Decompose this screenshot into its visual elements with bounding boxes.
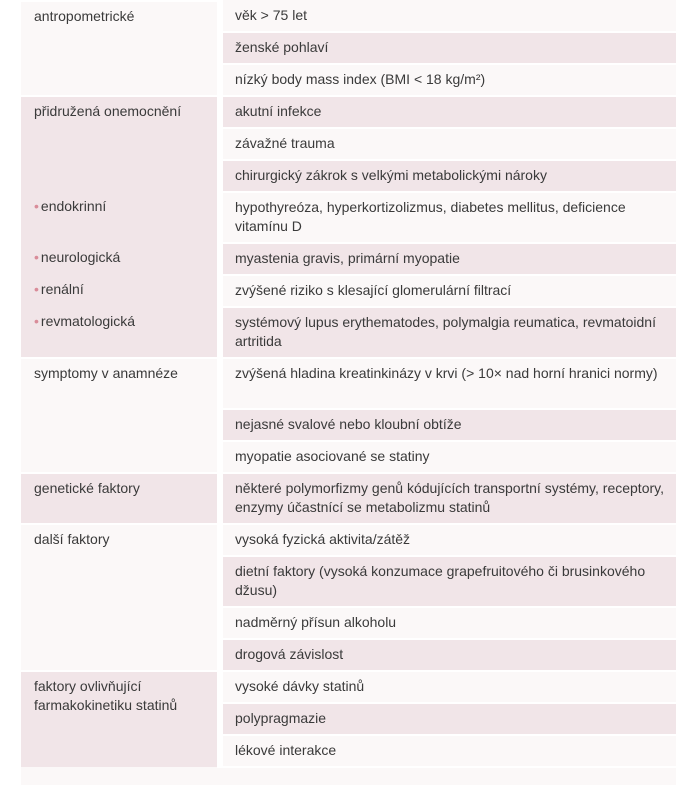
value-cell: drogová závislost	[220, 639, 676, 671]
table-row	[21, 32, 676, 64]
category-cell	[21, 639, 220, 671]
value-cell: dietní faktory (vysoká konzumace grapefruitového či brusinkového džusu)	[220, 556, 676, 607]
category-cell: antropometrické	[21, 1, 220, 32]
category-cell	[21, 307, 220, 358]
table-row	[21, 160, 676, 192]
category-cell: symptomy v anamnéze	[21, 358, 220, 409]
value-cell: systémový lupus erythematodes, polymalgia reumatica, revmatoidní artritida	[220, 307, 676, 358]
table-row	[21, 409, 676, 441]
value-cell: myastenia gravis, primární myopatie	[220, 243, 676, 275]
table-row	[21, 307, 676, 358]
table-row	[21, 243, 676, 275]
bullet-icon: •	[34, 313, 39, 329]
risk-factors-table	[21, 0, 676, 768]
table-row	[21, 441, 676, 473]
value-cell: vysoká fyzická aktivita/zátěž	[220, 524, 676, 556]
category-cell	[21, 128, 220, 160]
table-row	[21, 607, 676, 639]
value-cell: některé polymorfizmy genů kódujících transportní systémy, receptory, enzymy účastnící se metabolizmu statinů	[220, 473, 676, 524]
category-cell	[21, 441, 220, 473]
table-row	[21, 671, 676, 703]
value-cell: chirurgický zákrok s velkými metabolickými nároky	[220, 160, 676, 192]
value-cell: zvýšená hladina kreatinkinázy v krvi (> 10× nad horní hranici normy)	[220, 358, 676, 409]
value-cell: vysoké dávky statinů	[220, 671, 676, 703]
category-cell	[21, 192, 220, 243]
category-cell	[21, 409, 220, 441]
table-row	[21, 473, 676, 524]
table-row	[21, 1, 676, 32]
category-cell: genetické faktory	[21, 473, 220, 524]
category-cell	[21, 275, 220, 307]
table-row	[21, 192, 676, 243]
bullet-icon: •	[34, 198, 39, 214]
table-row	[21, 128, 676, 160]
value-cell: myopatie asociované se statiny	[220, 441, 676, 473]
value-cell: akutní infekce	[220, 96, 676, 128]
category-cell	[21, 32, 220, 64]
value-cell: věk > 75 let	[220, 1, 676, 32]
subcategory-label: neurologická	[40, 249, 121, 265]
category-cell: další faktory	[21, 524, 220, 556]
category-cell	[21, 556, 220, 607]
category-cell: faktory ovlivňující farmakokinetiku statinů	[21, 671, 220, 767]
value-cell: nejasné svalové nebo kloubní obtíže	[220, 409, 676, 441]
table-row	[21, 524, 676, 556]
value-cell: ženské pohlaví	[220, 32, 676, 64]
bullet-icon: •	[34, 281, 39, 297]
bullet-icon: •	[34, 249, 39, 265]
value-cell: zvýšené riziko s klesající glomerulární filtrací	[220, 275, 676, 307]
subcategory-label: revmatologická	[40, 313, 136, 329]
subcategory-label: endokrinní	[40, 198, 107, 214]
value-cell: lékové interakce	[220, 735, 676, 767]
category-cell	[21, 160, 220, 192]
value-cell: hypothyreóza, hyperkortizolizmus, diabetes mellitus, deficience vitamínu D	[220, 192, 676, 243]
value-cell: nadměrný přísun alkoholu	[220, 607, 676, 639]
value-cell: nízký body mass index (BMI < 18 kg/m²)	[220, 64, 676, 96]
category-cell: přidružená onemocnění	[21, 96, 220, 128]
table-row	[21, 358, 676, 409]
category-cell	[21, 243, 220, 275]
table-row	[21, 556, 676, 607]
table-row	[21, 275, 676, 307]
table-row	[21, 96, 676, 128]
table-row	[21, 639, 676, 671]
subcategory-label: renální	[40, 281, 84, 297]
category-cell	[21, 607, 220, 639]
category-cell	[21, 64, 220, 96]
table-row	[21, 64, 676, 96]
value-cell: závažné trauma	[220, 128, 676, 160]
value-cell: polypragmazie	[220, 703, 676, 735]
